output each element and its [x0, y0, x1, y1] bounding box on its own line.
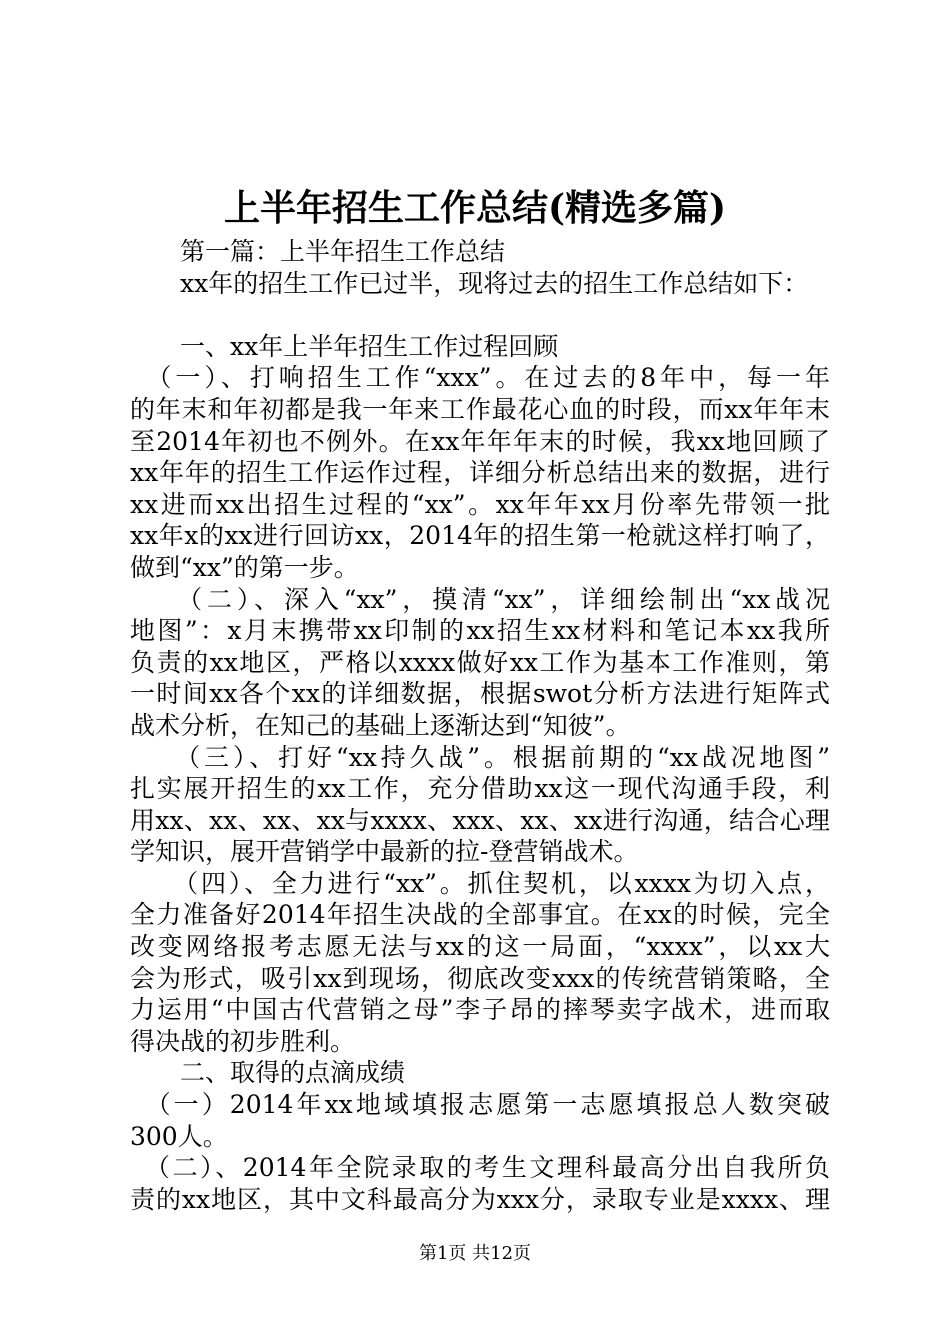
body-line: 第一篇：上半年招生工作总结	[130, 237, 506, 266]
body-line: xx年的招生工作已过半，现将过去的招生工作总结如下：	[130, 268, 809, 298]
body-line: 力运用“中国古代营销之母”李子昂的摔琴卖字战术，进而取	[130, 995, 830, 1025]
body-line: 全力准备好2014年招生决战的全部事宜。在xx的时候，完全	[130, 900, 830, 930]
body-line: 扎实展开招生的xx工作，充分借助xx这一现代沟通手段，利	[130, 774, 830, 804]
body-line: xx年年的招生工作运作过程，详细分析总结出来的数据，进行	[130, 458, 830, 488]
body-line: xx进而xx出招生过程的“xx”。xx年年xx月份率先带领一批	[130, 489, 830, 519]
page-footer: 第1页 共12页	[418, 1243, 532, 1264]
body-line: 得决战的初步胜利。	[130, 1026, 356, 1056]
body-line: 至2014年初也不例外。在xx年年年末的时候，我xx地回顾了	[130, 426, 830, 456]
body-line: 一时间xx各个xx的详细数据，根据swot分析方法进行矩阵式	[130, 679, 830, 709]
body-line: 学知识，展开营销学中最新的拉-登营销战术。	[130, 837, 639, 867]
body-line: （四）、全力进行“xx”。抓住契机，以xxxx为切入点，	[130, 868, 830, 898]
body-line: 300人。	[130, 1121, 228, 1151]
body-line: 二、取得的点滴成绩	[130, 1058, 406, 1088]
body-line: 做到“xx”的第一步。	[130, 552, 359, 582]
body-line: xx年x的xx进行回访xx，2014年的招生第一枪就这样打响了，	[130, 521, 830, 551]
body-line: 地图”：x月末携带xx印制的xx招生xx材料和笔记本xx我所	[130, 616, 830, 646]
body-line: 战术分析，在知己的基础上逐渐达到“知彼”。	[130, 710, 631, 740]
body-line: （二）、2014年全院录取的考生文理科最高分出自我所负	[130, 1153, 830, 1183]
body-line: 责的xx地区，其中文科最高分为xxx分，录取专业是xxxx、理	[130, 1184, 830, 1214]
body-line: 用xx、xx、xx、xx与xxxx、xxx、xx、xx进行沟通，结合心理	[130, 805, 830, 835]
body-line: （一）、打响招生工作“xxx”。在过去的8年中，每一年	[130, 363, 830, 393]
document-title: 上半年招生工作总结(精选多篇)	[223, 187, 727, 229]
body-line: （三）、打好“xx持久战”。根据前期的“xx战况地图”	[130, 742, 830, 772]
body-line: 一、xx年上半年招生工作过程回顾	[130, 331, 559, 361]
blank-line	[130, 299, 830, 331]
body-line: 改变网络报考志愿无法与xx的这一局面，“xxxx”，以xx大	[130, 932, 830, 962]
body-line: 的年末和年初都是我一年来工作最花心血的时段，而xx年年末	[130, 394, 830, 424]
body-line: （二）、深入“xx”，摸清“xx”，详细绘制出“xx战况	[130, 584, 830, 614]
body-line: 会为形式，吸引xx到现场，彻底改变xxx的传统营销策略，全	[130, 963, 830, 993]
body-line: （一）2014年xx地域填报志愿第一志愿填报总人数突破	[130, 1090, 830, 1120]
document-body	[130, 236, 830, 1215]
body-line: 负责的xx地区，严格以xxxx做好xx工作为基本工作准则，第	[130, 647, 830, 677]
